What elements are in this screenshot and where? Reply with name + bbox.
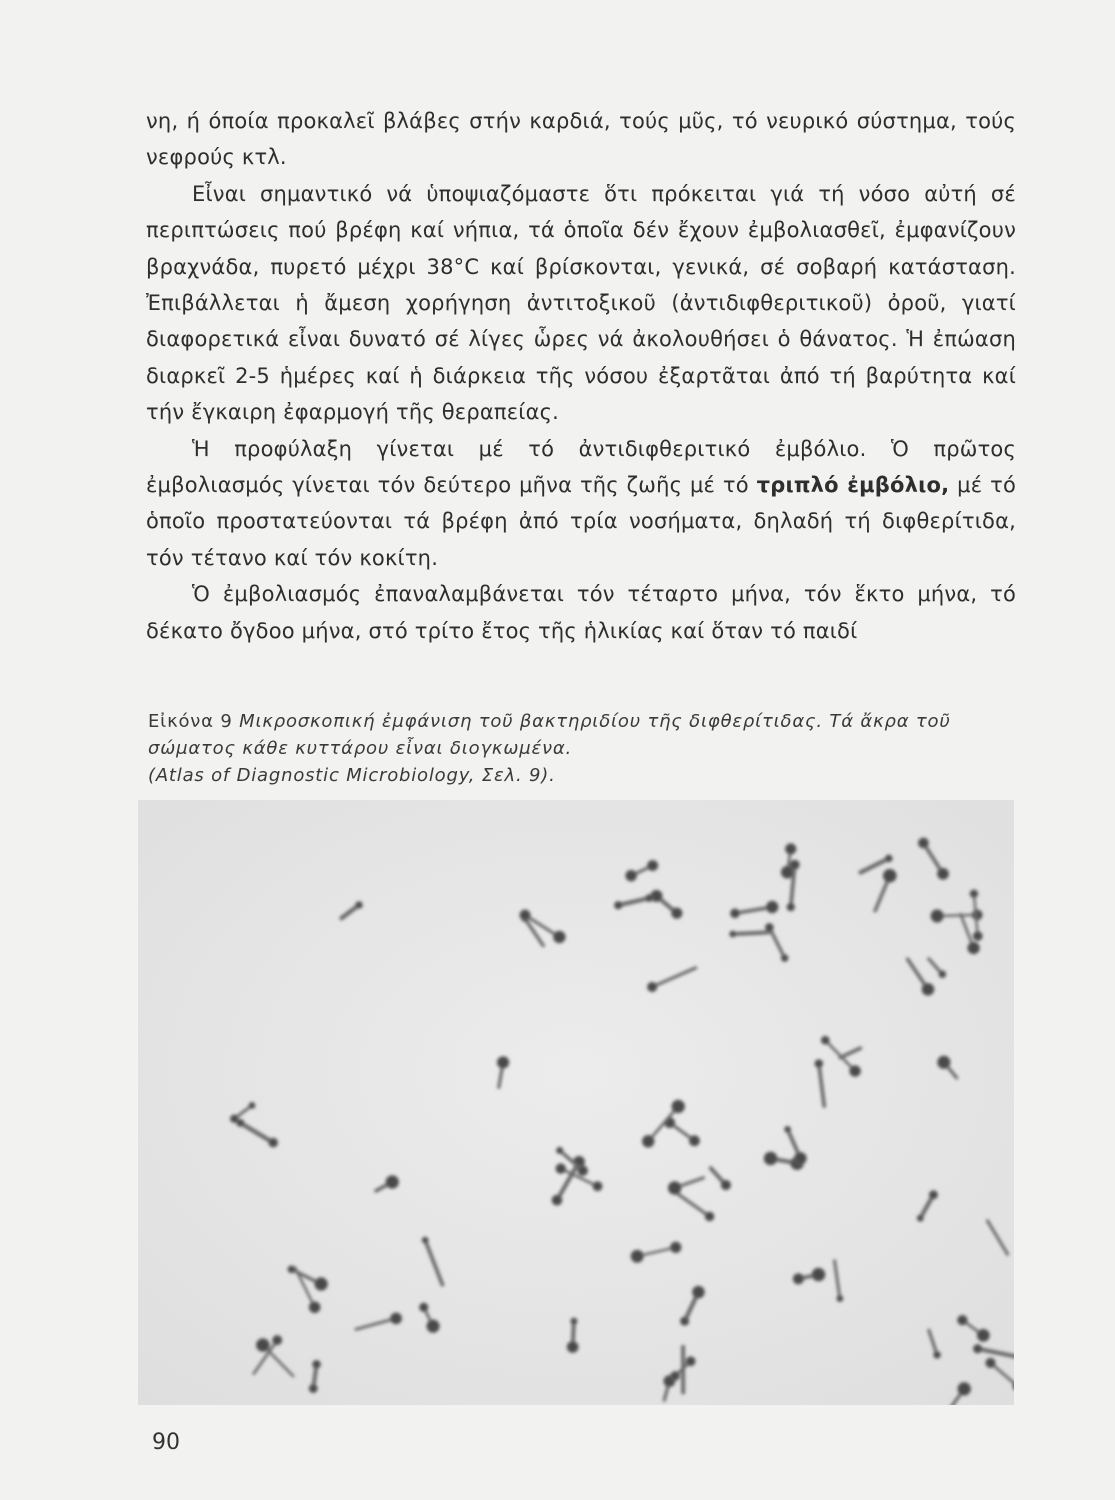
caption-label: Εἰκόνα 9 <box>148 711 233 732</box>
bacterium-club-end <box>256 1339 269 1352</box>
bacterium-club-end <box>934 1351 941 1358</box>
body-text <box>146 103 1016 649</box>
bacterium-club-end <box>986 1358 995 1367</box>
bacterium-club-end <box>883 869 896 882</box>
bacterium-club-end <box>885 855 892 862</box>
paragraph-4: Ὁ ἐμβολιασμός ἐπαναλαμβάνεται τόν τέταρτο μήνα, τόν ἕκτο μήνα, τό δέκατο ὄγδοο μήνα, στό τρίτο ἔτος τῆς ἡλικίας καί ὅταν τό παιδί <box>146 582 1016 643</box>
bacterium-club-end <box>646 895 653 902</box>
bacterium-club-end <box>571 1318 577 1324</box>
bacterium-club-end <box>647 982 656 991</box>
bacterium-club-end <box>309 1384 317 1392</box>
paragraph-3 <box>146 431 1016 577</box>
bacterium-club-end <box>785 844 796 855</box>
bacterium-club-end <box>249 1102 255 1108</box>
bacterium-club-end <box>787 903 795 911</box>
bacterium-club-end <box>520 910 530 920</box>
bacterium-club-end <box>922 983 934 995</box>
bacterium-club-end <box>958 1315 968 1325</box>
caption-source: (Atlas of Diagnostic Microbiology, Σελ. 9). <box>148 765 556 786</box>
paragraph-3-text-a: Ἡ προφύλαξη γίνεται μέ τό ἀντιδιφθεριτικό ἐμβόλιο. Ὁ πρῶτος ἐμβολιασμός γίνεται τόν δεύτερο μῆνα τῆς ζωῆς μέ τό <box>146 436 1016 498</box>
bacterium-club-end <box>812 1268 825 1281</box>
bacterium-club-end <box>970 890 978 898</box>
bacterium-club-end <box>386 1176 399 1189</box>
bacterium-club-end <box>766 901 778 913</box>
micrograph-figure <box>138 800 1014 1405</box>
bacterium-club-end <box>977 1329 989 1341</box>
bacterium-club-end <box>929 1191 937 1199</box>
bacterium-club-end <box>794 1152 806 1164</box>
bacterium-club-end <box>721 1180 731 1190</box>
bacterium-rod <box>733 932 769 934</box>
paragraph-2: Εἶναι σημαντικό νά ὑποψιαζόμαστε ὅτι πρόκειται γιά τή νόσο αὐτή σέ περιπτώσεις πού βρέφη καί νήπια, τά ὁποῖα δέν ἔχουν ἐμβολιασθεῖ, ἐμφανίζουν βραχνάδα, πυρετό μέχρι 38°C καί βρίσκονται, γενικά, σέ σοβαρή κατάσταση. Ἐπιβάλλεται ἡ ἄμεση χορήγηση ἀντιτοξικοῦ (ἀντιδιφθεριτικοῦ) ὀροῦ, γιατί διαφορετικά εἶναι δυνατό σέ λίγες ὧρες νά ἀκολουθήσει ὁ θάνατος. Ἡ ἐπώαση διαρκεῖ 2-5 ἡμέρες καί ἡ διάρκεια τῆς νόσου ἐξαρτᾶται ἀπό τή βαρύτητα καί τήν ἔγκαιρη ἐφαρμογή τῆς θεραπείας. <box>146 181 1016 425</box>
bacterium-club-end <box>391 1313 402 1324</box>
bacterium-club-end <box>552 1195 562 1205</box>
bacterium-club-end <box>958 1383 971 1396</box>
bacterium-club-end <box>730 931 736 937</box>
bacterium-club-end <box>973 932 982 941</box>
triple-vaccine-term: τριπλό ἐμβόλιο, <box>756 473 950 498</box>
bacterium-club-end <box>931 910 943 922</box>
bacterium-club-end <box>781 955 788 962</box>
figure-caption <box>148 708 1018 789</box>
paragraph-3-text-b: μέ τό ὁποῖο προστατεύονται τά βρέφη ἀπό τρία νοσήματα, δηλαδή τή διφθερίτιδα, τόν τέτανο καί τόν κοκίτη. <box>146 473 1017 570</box>
bacterium-club-end <box>309 1302 320 1313</box>
bacterium-club-end <box>672 908 683 919</box>
bacterium-club-end <box>793 1274 803 1284</box>
bacterium-club-end <box>647 860 657 870</box>
bacterium-club-end <box>765 923 773 931</box>
bacterium-club-end <box>631 1250 643 1262</box>
bacterium-club-end <box>315 1278 328 1291</box>
bacterium-club-end <box>764 1152 777 1165</box>
bacterium-club-end <box>937 868 948 879</box>
bacterium-club-end <box>939 971 946 978</box>
bacterium-club-end <box>938 1056 951 1069</box>
paragraph-1: νη, ή όποία προκαλεῖ βλάβες στήν καρδιά, τούς μῦς, τό νευρικό σύστημα, τούς νεφρούς κτλ. <box>146 109 1016 170</box>
micrograph-image <box>138 800 1014 1405</box>
bacterium-club-end <box>730 909 739 918</box>
bacterium-club-end <box>626 870 637 881</box>
bacterium-club-end <box>556 1164 566 1174</box>
bacterium-club-end <box>642 1135 654 1147</box>
bacterium-club-end <box>269 1138 278 1147</box>
bacterium-club-end <box>668 1182 681 1195</box>
bacterium-club-end <box>689 1136 699 1146</box>
bacterium-club-end <box>917 1215 923 1221</box>
bacterium-club-end <box>821 1036 829 1044</box>
bacterium-club-end <box>918 838 928 848</box>
bacterium-club-end <box>556 1147 562 1153</box>
bacterium-club-end <box>815 1060 823 1068</box>
bacterium-club-end <box>427 1320 440 1333</box>
bacterium-club-end <box>614 901 622 909</box>
bacterium-club-end <box>422 1237 428 1243</box>
bacterium-club-end <box>790 860 799 869</box>
bacterium-club-end <box>670 1242 681 1253</box>
page-number: 90 <box>152 1430 180 1455</box>
bacterium-club-end <box>968 942 980 954</box>
bacterium-club-end <box>553 931 565 943</box>
bacterium-club-end <box>785 1126 791 1132</box>
bacterium-club-end <box>567 1341 578 1352</box>
bacterium-club-end <box>230 1115 238 1123</box>
bacterium-club-end <box>273 1335 282 1344</box>
bacterium-club-end <box>671 1372 680 1381</box>
bacterium-club-end <box>578 1166 588 1176</box>
bacterium-club-end <box>686 1357 695 1366</box>
bacterium-club-end <box>497 1057 509 1069</box>
bacterium-club-end <box>313 1360 321 1368</box>
bacterium-club-end <box>672 1100 685 1113</box>
caption-title: Μικροσκοπική ἐμφάνιση τοῦ βακτηριδίου τῆς διφθερίτιδας. Τά ἄκρα τοῦ σώματος κάθε κυττάρου εἶναι διογκωμένα. <box>148 711 951 759</box>
bacterium-club-end <box>680 1317 688 1325</box>
bacterium-club-end <box>419 1303 428 1312</box>
bacterium-club-end <box>356 902 363 909</box>
bacterium-club-end <box>692 1286 704 1298</box>
bacterium-club-end <box>837 1295 843 1301</box>
bacterium-club-end <box>593 1182 602 1191</box>
bacterium-club-end <box>850 1066 861 1077</box>
bacterium-club-end <box>973 1345 981 1353</box>
bacterium-club-end <box>705 1212 714 1221</box>
